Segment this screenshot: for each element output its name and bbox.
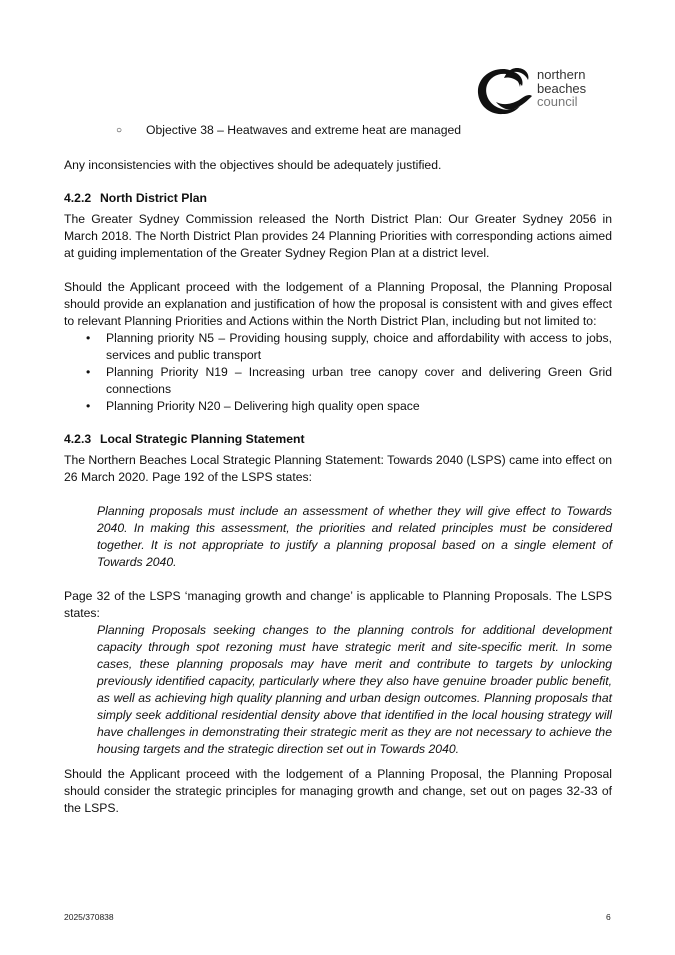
sub-bullet-item bbox=[64, 122, 612, 139]
bullet-icon: • bbox=[86, 365, 91, 379]
logo-line-3: council bbox=[537, 94, 578, 109]
paragraph: The Greater Sydney Commission released the North District Plan: Our Greater Sydney 2056 in March 2018. The North District Plan provides 24 Planning Priorities with corresponding actions aimed at guiding implementation of the Greater Sydney Region Plan at a district level. bbox=[64, 212, 612, 260]
block-quote: Planning proposals must include an assessment of whether they will give effect to Towards 2040. In making this assessment, the priorities and related principles must be considered together. It is not appropriate to justify a planning proposal based on a single element of Towards 2040. bbox=[97, 504, 612, 569]
paragraph: Page 32 of the LSPS ‘managing growth and change’ is applicable to Planning Proposals. The LSPS states: bbox=[64, 589, 612, 620]
council-logo bbox=[474, 66, 624, 118]
list-item-text: Planning Priority N20 – Delivering high quality open space bbox=[106, 399, 420, 413]
section-title: North District Plan bbox=[100, 191, 207, 205]
block-quote: Planning Proposals seeking changes to the planning controls for additional development capacity through spot rezoning must have strategic merit and site-specific merit. In some cases, these planning proposals may have merit and contribute to targets by unlocking previously identified capacity, particularly where they also have genuine broader public benefit, as well as achieving high quality planning and urban design outcomes. Planning proposals that simply seek additional residential density above that identified in the local housing strategy will have challenges in demonstrating their strategic merit as they are not necessary to achieve the housing targets and the strategic direction set out in Towards 2040. bbox=[97, 623, 612, 756]
sub-bullet-text: Objective 38 – Heatwaves and extreme heat are managed bbox=[146, 123, 462, 137]
paragraph: Should the Applicant proceed with the lodgement of a Planning Proposal, the Planning Proposal should consider the strategic principles for managing growth and change, set out on pages 32-33 of the LSPS. bbox=[64, 767, 612, 815]
document-body bbox=[64, 122, 612, 817]
section-title: Local Strategic Planning Statement bbox=[100, 432, 305, 446]
list-item bbox=[64, 398, 612, 415]
paragraph: Any inconsistencies with the objectives should be adequately justified. bbox=[64, 158, 442, 172]
bullet-icon: • bbox=[86, 331, 91, 345]
list-item bbox=[64, 330, 612, 364]
logo-line-2: beaches bbox=[537, 80, 587, 96]
wave-emblem-icon bbox=[474, 66, 532, 118]
section-heading-423 bbox=[64, 431, 612, 447]
section-number: 4.2.2 bbox=[64, 191, 92, 205]
page-number: 6 bbox=[606, 912, 611, 922]
logo-line-1: northern bbox=[537, 67, 586, 82]
priority-list bbox=[64, 330, 612, 415]
section-heading-422 bbox=[64, 190, 612, 206]
section-number: 4.2.3 bbox=[64, 432, 92, 446]
list-item-text: Planning Priority N19 – Increasing urban tree canopy cover and delivering Green Grid connections bbox=[106, 365, 612, 396]
document-reference: 2025/370838 bbox=[64, 912, 114, 922]
hollow-bullet-icon: ○ bbox=[116, 125, 123, 136]
logo-wordmark bbox=[537, 68, 586, 109]
bullet-icon: • bbox=[86, 399, 91, 413]
paragraph: Should the Applicant proceed with the lodgement of a Planning Proposal, the Planning Proposal should provide an explanation and justification of how the proposal is consistent with and gives effect to relevant Planning Priorities and Actions within the North District Plan, including but not limited to: bbox=[64, 280, 612, 328]
paragraph: The Northern Beaches Local Strategic Planning Statement: Towards 2040 (LSPS) came into effect on 26 March 2020. Page 192 of the LSPS states: bbox=[64, 453, 612, 484]
list-item bbox=[64, 364, 612, 398]
list-item-text: Planning priority N5 – Providing housing supply, choice and affordability with access to jobs, services and public transport bbox=[106, 331, 612, 362]
